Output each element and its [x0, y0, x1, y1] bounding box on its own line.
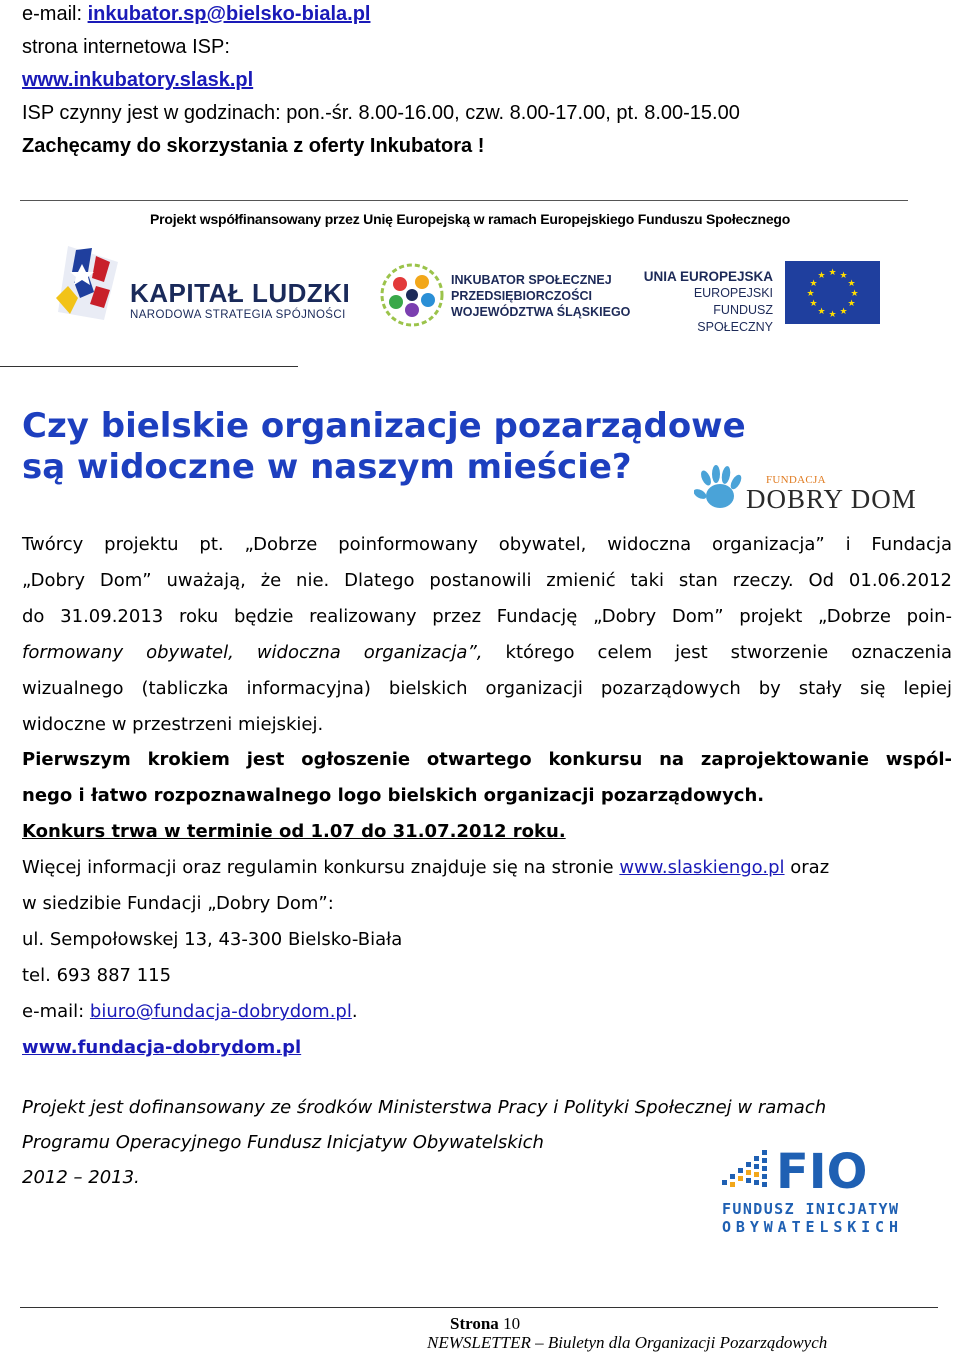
- email-label: e-mail:: [22, 3, 88, 25]
- foundation-seat: w siedzibie Fundacji „Dobry Dom”:: [22, 893, 334, 914]
- more-info-text: Więcej informacji oraz regulamin konkursu znajduje się na stronie: [22, 857, 620, 878]
- cofinancing-note: Projekt współfinansowany przez Unię Europejską w ramach Europejskiego Funduszu Społecznego: [150, 211, 791, 227]
- eu-logo-text: [640, 268, 773, 336]
- funding-line2: Programu Operacyjnego Fundusz Inicjatyw Obywatelskich: [22, 1132, 544, 1153]
- page-label: Strona: [450, 1314, 499, 1333]
- kapital-ludzki-subtitle: NARODOWA STRATEGIA SPÓJNOŚCI: [130, 309, 346, 321]
- fundacja-small-label: FUNDACJA: [766, 474, 826, 486]
- paragraph-intro: [22, 527, 952, 743]
- para1-line6: widoczne w przestrzeni miejskiej.: [22, 714, 324, 735]
- contact-top: [22, 0, 740, 163]
- inkubator-website-link[interactable]: www.inkubatory.slask.pl: [22, 69, 254, 91]
- kapital-ludzki-logo: [130, 278, 350, 321]
- svg-text:★: ★: [828, 268, 837, 278]
- inkubator-email-link[interactable]: inkubator.sp@bielsko-biala.pl: [87, 3, 371, 25]
- page-number-line: [450, 1314, 520, 1334]
- short-divider: [0, 366, 298, 367]
- email-label: e-mail:: [22, 1001, 90, 1022]
- website-label: strona internetowa ISP:: [22, 36, 230, 58]
- top-divider: [20, 200, 908, 201]
- svg-text:★: ★: [847, 279, 856, 289]
- para1-line1: Twórcy projektu pt. „Dobrze poinformowany obywatel, widoczna organizacja” i Fundacja: [22, 534, 952, 555]
- headline-line1: Czy bielskie organizacje pozarządowe: [22, 406, 746, 446]
- fio-line1-text: FUNDUSZ INICJATYW: [722, 1200, 898, 1218]
- kapital-ludzki-logo-icon: [48, 242, 130, 322]
- email-dot: .: [351, 1001, 358, 1022]
- svg-text:★: ★: [850, 289, 859, 299]
- ue-line3: FUNDUSZ SPOŁECZNY: [697, 303, 773, 334]
- fundacja-hand-icon: [694, 464, 746, 516]
- ue-line2: EUROPEJSKI: [693, 286, 773, 300]
- para1-line4: [22, 635, 952, 671]
- svg-text:★: ★: [817, 307, 826, 317]
- contact-email-line: [22, 0, 740, 31]
- svg-text:★: ★: [828, 310, 837, 320]
- contest-dates: Konkurs trwa w terminie od 1.07 do 31.07.2012 roku.: [22, 821, 566, 842]
- fundacja-big-label: DOBRY DOM: [746, 484, 917, 514]
- funding-line1: Projekt jest dofinansowany ze środków Ministerstwa Pracy i Polityki Społecznej w ramach: [22, 1097, 827, 1118]
- kapital-ludzki-title: KAPITAŁ LUDZKI: [130, 278, 351, 308]
- eu-flag-icon: [785, 261, 880, 324]
- opening-hours: ISP czynny jest w godzinach: pon.-śr. 8.00-16.00, czw. 8.00-17.00, pt. 8.00-15.00: [22, 102, 740, 124]
- svg-text:★: ★: [817, 271, 826, 281]
- oraz-text: oraz: [784, 857, 830, 878]
- page-headline: [22, 406, 746, 488]
- inkubator-line3: WOJEWÓDZTWA ŚLĄSKIEGO: [451, 305, 631, 319]
- newsletter-title: NEWSLETTER – Biuletyn dla Organizacji Pozarządowych: [427, 1333, 828, 1352]
- para2-line2: nego i łatwo rozpoznawalnego logo bielskich organizacji pozarządowych.: [22, 785, 765, 806]
- fundacja-dobry-dom-logo: [746, 474, 917, 515]
- inkubator-line1: INKUBATOR SPOŁECZNEJ: [451, 273, 612, 287]
- svg-text:★: ★: [839, 271, 848, 281]
- paragraph-contact: [22, 850, 952, 1066]
- svg-text:★: ★: [809, 299, 818, 309]
- footer-divider: [20, 1307, 938, 1308]
- svg-text:★: ★: [847, 299, 856, 309]
- svg-text:★: ★: [809, 279, 818, 289]
- para1-line4-rest: którego celem jest stworzenie oznaczenia: [482, 642, 952, 663]
- para2-line1: Pierwszym krokiem jest ogłoszenie otwartego konkursu na zaprojektowanie wspól-: [22, 749, 952, 770]
- ue-line1: UNIA EUROPEJSKA: [643, 269, 773, 284]
- project-title-italic: formowany obywatel, widoczna organizacja”,: [22, 642, 483, 663]
- more-info-line: [22, 850, 952, 886]
- svg-text:★: ★: [806, 289, 815, 299]
- inkubator-line2: PRZEDSIĘBIORCZOŚCI: [451, 289, 592, 303]
- inkubator-logo: [451, 272, 630, 320]
- funding-line3: 2012 – 2013.: [22, 1167, 140, 1188]
- para1-line5: wizualnego (tabliczka informacyjna) bielskich organizacji pozarządowych by stały się lepiej: [22, 678, 952, 699]
- foundation-website-link[interactable]: www.fundacja-dobrydom.pl: [22, 1037, 302, 1058]
- foundation-email-link[interactable]: biuro@fundacja-dobrydom.pl: [89, 1001, 352, 1022]
- para1-line3: do 31.09.2013 roku będzie realizowany przez Fundację „Dobry Dom” projekt „Dobrze poin-: [22, 606, 952, 627]
- page-number: 10: [503, 1314, 521, 1333]
- headline-line2: są widoczne w naszym mieście?: [22, 447, 632, 487]
- svg-text:★: ★: [839, 307, 848, 317]
- slaskiengo-link[interactable]: www.slaskiengo.pl: [619, 857, 785, 878]
- para1-line2: „Dobry Dom” uważają, że nie. Dlatego postanowili zmienić taki stan rzeczy. Od 01.06.2012: [22, 570, 952, 591]
- invite-text: Zachęcamy do skorzystania z oferty Inkubatora !: [22, 135, 485, 157]
- foundation-address: ul. Sempołowskej 13, 43-300 Bielsko-Biała: [22, 929, 403, 950]
- foundation-email-line: [22, 994, 952, 1030]
- fio-logo-icon: [718, 1140, 900, 1236]
- foundation-phone: tel. 693 887 115: [22, 965, 172, 986]
- paragraph-contest: [22, 742, 952, 850]
- inkubator-logo-icon: [378, 262, 446, 328]
- fio-line2-text: OBYWATELSKICH: [722, 1218, 898, 1236]
- fio-big-text: FIO: [776, 1144, 868, 1200]
